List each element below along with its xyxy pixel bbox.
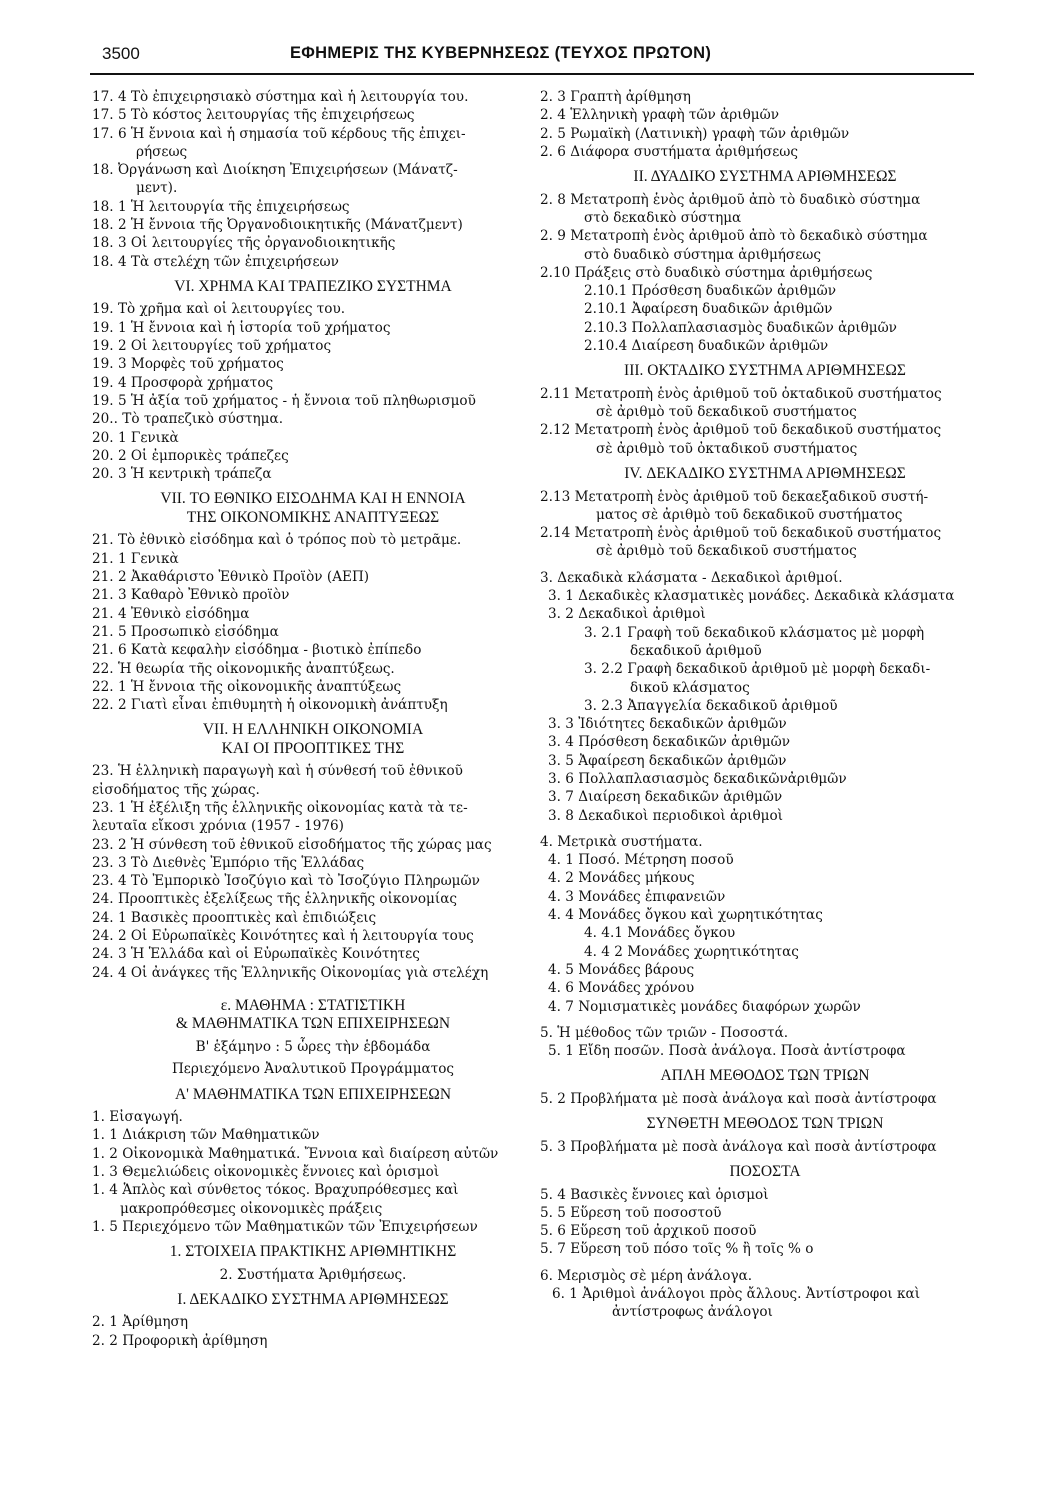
page-number: 3500 [102,44,140,63]
left-column [92,88,534,1350]
list-item: 4. 5 Μονάδες βάρους [548,961,695,978]
section-heading: ΙV. ΔΕΚΑΔΙΚΟ ΣΥΣΤΗΜΑ ΑΡΙΘΜΗΣΕΩΣ [624,465,906,483]
list-item: 3. 2 Δεκαδικοὶ ἀριθμοὶ [548,606,706,623]
section-heading: ΙΙ. ΔΥΑΔΙΚΟ ΣΥΣΤΗΜΑ ΑΡΙΘΜΗΣΕΩΣ [633,168,897,186]
right-column [540,88,990,1322]
list-item: 19. 1 Ἡ ἔννοια καὶ ἡ ἱστορία τοῦ χρήματος [92,319,391,336]
list-item: 22. 1 Ἡ ἔννοια τῆς οἰκονομικῆς ἀναπτύξεως [92,678,402,695]
list-item: 4. 3 Μονάδες ἐπιφανειῶν [548,888,726,905]
list-item: 3. 2.3 Ἀπαγγελία δεκαδικοῦ ἀριθμοῦ [584,697,838,714]
section-heading: VII. ΤΟ ΕΘΝΙΚΟ ΕΙΣΟΔΗΜΑ ΚΑΙ Η ΕΝΝΟΙΑ [160,490,466,508]
list-item-continuation: στὸ δεκαδικὸ σύστημα [584,209,742,226]
list-item: 21. 1 Γενικὰ [92,550,179,567]
list-item-continuation: σὲ ἀριθμὸ τοῦ δεκαδικοῦ συστήματος [596,404,857,421]
list-item: 2.13 Μετατροπὴ ἑνὸς ἀριθμοῦ τοῦ δεκαεξαδικοῦ συστή- [540,488,929,505]
list-item: 17. 6 Ἡ ἔννοια καὶ ἡ σημασία τοῦ κέρδους τῆς ἐπιχει- [92,125,466,142]
section-heading: VI. ΧΡΗΜΑ ΚΑΙ ΤΡΑΠΕΖΙΚΟ ΣΥΣΤΗΜΑ [174,277,452,295]
list-item: 2.12 Μετατροπὴ ἑνὸς ἀριθμοῦ τοῦ δεκαδικοῦ συστήματος [540,422,942,439]
section-heading: ΤΗΣ ΟΙΚΟΝΟΜΙΚΗΣ ΑΝΑΠΤΥΞΕΩΣ [186,508,440,526]
list-item: 4. 1 Ποσό. Μέτρηση ποσοῦ [548,852,734,869]
list-item: 21. Τὸ ἐθνικὸ εἰσόδημα καὶ ὁ τρόπος ποὺ τὸ μετρᾶμε. [92,532,462,549]
list-item: 21. 3 Καθαρὸ Ἐθνικὸ προϊὸν [92,587,290,604]
list-item: 3. 8 Δεκαδικοὶ περιοδικοὶ ἀριθμοὶ [548,807,784,824]
list-item: 1. 2 Οἰκονομικὰ Μαθηματικά. Ἔννοια καὶ διαίρεση αὐτῶν [92,1145,499,1162]
list-item: 1. Εἰσαγωγή. [92,1109,183,1126]
gazette-header-title: ΕΦΗΜΕΡΙΣ ΤΗΣ ΚΥΒΕΡΝΗΣΕΩΣ (ΤΕΥΧΟΣ ΠΡΩΤΟΝ) [290,44,712,62]
list-item: 2. 5 Ρωμαϊκὴ (Λατινικὴ) γραφὴ τῶν ἀριθμῶν [540,125,850,142]
list-item: 19. 5 Ἡ ἀξία τοῦ χρήματος - ἡ ἔννοια τοῦ πληθωρισμοῦ [92,392,476,409]
semester-note: Β' ἑξάμηνο : 5 ὧρες τὴν ἑβδομάδα [195,1038,431,1055]
list-item: 21. 2 Ἀκαθάριστο Ἐθνικὸ Προϊὸν (ΑΕΠ) [92,569,370,586]
list-item: 19. 4 Προσφορὰ χρήματος [92,374,274,391]
list-item: 18. Ὀργάνωση καὶ Διοίκηση Ἐπιχειρήσεων (Μάνατζ- [92,162,458,179]
list-item: 18. 3 Οἱ λειτουργίες τῆς ὀργανοδιοικητικῆς [92,235,396,252]
list-item: 22. Ἡ θεωρία τῆς οἰκονομικῆς ἀναπτύξεως. [92,660,395,677]
course-title: ε. ΜΑΘΗΜΑ : ΣΤΑΤΙΣΤΙΚΗ [220,996,406,1014]
list-item: 4. Μετρικὰ συστήματα. [540,833,703,850]
list-item: 3. 2.2 Γραφὴ δεκαδικοῦ ἀριθμοῦ μὲ μορφὴ δεκαδι- [584,661,931,678]
list-item: 23. 3 Τὸ Διεθνὲς Ἐμπόριο τῆς Ἑλλάδας [92,854,365,871]
list-item: 2. 1 Ἀρίθμηση [92,1314,188,1331]
list-item-continuation: δεκαδικοῦ ἀριθμοῦ [630,642,762,659]
list-item: 2. 8 Μετατροπὴ ἑνὸς ἀριθμοῦ ἀπὸ τὸ δυαδικὸ σύστημα [540,191,921,208]
section-heading: ΚΑΙ ΟΙ ΠΡΟΟΠΤΙΚΕΣ ΤΗΣ [221,739,405,757]
list-item: 4. 2 Μονάδες μήκους [548,870,695,887]
list-item: 4. 6 Μονάδες χρόνου [548,980,695,997]
list-item: 4. 4 Μονάδες ὄγκου καὶ χωρητικότητας [548,907,823,924]
list-item: 22. 2 Γιατὶ εἶναι ἐπιθυμητὴ ἡ οἰκονομικὴ ἀνάπτυξη [92,697,448,714]
list-item: 2. 9 Μετατροπὴ ἑνὸς ἀριθμοῦ ἀπὸ τὸ δεκαδικὸ σύστημα [540,228,928,245]
list-item: 3. 5 Ἀφαίρεση δεκαδικῶν ἀριθμῶν [548,752,787,769]
program-note: Περιεχόμενο Ἀναλυτικοῦ Προγράμματος [171,1061,455,1078]
list-item: 6. 1 Ἀριθμοὶ ἀνάλογοι πρὸς ἄλλους. Ἀντίστροφοι καὶ [552,1286,921,1303]
list-item-continuation: ἀντίστροφως ἀνάλογοι [612,1304,773,1321]
list-item: 3. 6 Πολλαπλασιασμὸς δεκαδικῶνἀριθμῶν [548,771,847,787]
subsection-title: 2. Συστήματα Ἀριθμήσεως. [219,1266,407,1283]
list-item: 17. 4 Τὸ ἐπιχειρησιακὸ σύστημα καὶ ἡ λειτουργία του. [92,89,469,105]
list-item: 23. 1 Ἡ ἐξέλιξη τῆς ἑλληνικῆς οἰκονομίας κατὰ τὰ τε- [92,800,468,816]
section-heading: 1. ΣΤΟΙΧΕΙΑ ΠΡΑΚΤΙΚΗΣ ΑΡΙΘΜΗΤΙΚΗΣ [169,1243,457,1261]
list-item: 1. 5 Περιεχόμενο τῶν Μαθηματικῶν τῶν Ἐπιχειρήσεων [92,1218,478,1235]
list-item: 20. 3 Ἡ κεντρικὴ τράπεζα [92,466,272,483]
list-item-continuation: εἰσοδήματος τῆς χώρας. [92,781,260,798]
list-item: 2.10.4 Διαίρεση δυαδικῶν ἀριθμῶν [584,338,829,355]
list-item: 2. 4 Ἑλληνικὴ γραφὴ τῶν ἀριθμῶν [540,107,779,124]
list-item: 18. 4 Τὰ στελέχη τῶν ἐπιχειρήσεων [92,253,339,270]
list-item: 2.11 Μετατροπὴ ἑνὸς ἀριθμοῦ τοῦ ὀκταδικοῦ συστήματος [540,385,942,402]
list-item: 5. 5 Εὕρεση τοῦ ποσοστοῦ [540,1204,722,1221]
list-item: 1. 3 Θεμελιώδεις οἰκονομικὲς ἔννοιες καὶ ὁρισμοὶ [92,1163,440,1180]
list-item-continuation: μακροπρόθεσμες οἰκονομικὲς πράξεις [120,1200,383,1217]
list-item: 3. 7 Διαίρεση δεκαδικῶν ἀριθμῶν [548,789,783,806]
list-item: 2.14 Μετατροπὴ ἑνὸς ἀριθμοῦ τοῦ δεκαδικοῦ συστήματος [540,525,942,542]
list-item: 21. 5 Προσωπικὸ εἰσόδημα [92,623,279,640]
list-item: 6. Μερισμὸς σὲ μέρη ἀνάλογα. [540,1267,753,1284]
list-item: 18. 1 Ἡ λειτουργία τῆς ἐπιχειρήσεως [92,198,350,215]
list-item-continuation: στὸ δυαδικὸ σύστημα ἀριθμήσεως [584,246,821,263]
list-item-continuation: ρήσεως [136,143,188,160]
list-item: 23. 4 Τὸ Ἐμπορικὸ Ἰσοζύγιο καὶ τὸ Ἰσοζύγιο Πληρωμῶν [92,873,480,890]
list-item: 1. 1 Διάκριση τῶν Μαθηματικῶν [92,1127,320,1144]
list-item: 21. 6 Κατὰ κεφαλὴν εἰσόδημα - βιοτικὸ ἐπίπεδο [92,642,422,659]
section-heading: ΑΠΛΗ ΜΕΘΟΔΟΣ ΤΩΝ ΤΡΙΩΝ [660,1067,870,1085]
list-item: 3. 2.1 Γραφὴ τοῦ δεκαδικοῦ κλάσματος μὲ μορφὴ [584,624,925,641]
list-item: 2.10.3 Πολλαπλασιασμὸς δυαδικῶν ἀριθμῶν [584,319,897,336]
list-item: 2.10.1 Πρόσθεση δυαδικῶν ἀριθμῶν [584,283,837,300]
list-item: 2.10 Πράξεις στὸ δυαδικὸ σύστημα ἀριθμήσεως [540,264,873,281]
header-rule [90,73,974,75]
list-item: 5. Ἡ μέθοδος τῶν τριῶν - Ποσοστά. [540,1024,789,1041]
list-item: 21. 4 Ἐθνικὸ εἰσόδημα [92,605,250,622]
list-item: 3. 1 Δεκαδικὲς κλασματικὲς μονάδες. Δεκαδικὰ κλάσματα [548,588,955,605]
list-item: 19. 3 Μορφὲς τοῦ χρήματος [92,356,284,373]
section-heading: ΠΟΣΟΣΤΑ [729,1163,801,1181]
list-item: 17. 5 Τὸ κόστος λειτουργίας τῆς ἐπιχειρήσεως [92,107,415,124]
section-heading: ΣΥΝΘΕΤΗ ΜΕΘΟΔΟΣ ΤΩΝ ΤΡΙΩΝ [646,1115,884,1133]
list-item: 24. 4 Οἱ ἀνάγκες τῆς Ἑλληνικῆς Οἰκονομίας γιὰ στελέχη [92,964,489,981]
list-item: 19. 2 Οἱ λειτουργίες τοῦ χρήματος [92,338,332,355]
list-item: 2. 2 Προφορικὴ ἀρίθμηση [92,1332,268,1349]
list-item: 3. Δεκαδικὰ κλάσματα - Δεκαδικοὶ ἀριθμοί. [540,569,843,586]
list-item: 24. 1 Βασικὲς προοπτικὲς καὶ ἐπιδιώξεις [92,909,377,926]
list-item: 3. 4 Πρόσθεση δεκαδικῶν ἀριθμῶν [548,734,790,751]
list-item: 5. 6 Εὕρεση τοῦ ἀρχικοῦ ποσοῦ [540,1223,757,1240]
list-item: 5. 2 Προβλήματα μὲ ποσὰ ἀνάλογα καὶ ποσὰ ἀντίστροφα [540,1090,937,1107]
list-item: 24. 3 Ἡ Ἑλλάδα καὶ οἱ Εὐρωπαϊκὲς Κοινότητες [92,946,420,963]
list-item: 5. 3 Προβλήματα μὲ ποσὰ ἀνάλογα καὶ ποσὰ ἀντίστροφα [540,1138,937,1155]
list-item: 4. 4 2 Μονάδες χωρητικότητας [584,943,799,960]
list-item: 4. 4.1 Μονάδες ὄγκου [584,925,736,942]
list-item: 23. 2 Ἡ σύνθεση τοῦ ἐθνικοῦ εἰσοδήματος τῆς χώρας μας [92,836,492,853]
list-item-continuation: σὲ ἀριθμὸ τοῦ δεκαδικοῦ συστήματος [596,543,857,560]
list-item-continuation: σὲ ἀριθμὸ τοῦ ὀκταδικοῦ συστήματος [596,440,858,457]
section-heading: VII. Η ΕΛΛΗΝΙΚΗ ΟΙΚΟΝΟΜΙΑ [202,721,424,739]
list-item: 1. 4 Ἁπλὸς καὶ σύνθετος τόκος. Βραχυπρόθεσμες καὶ [92,1182,459,1199]
list-item: 5. 4 Βασικὲς ἔννοιες καὶ ὁρισμοὶ [540,1186,769,1203]
list-item: 20. 1 Γενικὰ [92,429,179,446]
list-item: 24. 2 Οἱ Εὐρωπαϊκὲς Κοινότητες καὶ ἡ λειτουργία τους [92,928,474,945]
list-item: 19. Τὸ χρῆμα καὶ οἱ λειτουργίες του. [92,301,346,318]
list-item-continuation: μεντ). [136,180,178,197]
list-item-continuation: λευταῖα εἴκοσι χρόνια (1957 - 1976) [92,818,344,835]
list-item: 4. 7 Νομισματικὲς μονάδες διαφόρων χωρῶν [548,998,861,1015]
list-item: 2. 6 Διάφορα συστήματα ἀριθμήσεως [540,143,798,160]
list-item-continuation: ματος σὲ ἀριθμὸ τοῦ δεκαδικοῦ συστήματος [596,506,903,523]
list-item: 5. 7 Εὕρεση τοῦ πόσο τοῖς % ἢ τοῖς % ο [540,1241,814,1258]
list-item: 2.10.1 Ἀφαίρεση δυαδικῶν ἀριθμῶν [584,301,833,318]
list-item-continuation: δικοῦ κλάσματος [630,679,750,696]
list-item: 20.. Τὸ τραπεζικὸ σύστημα. [92,411,284,428]
list-item: 2. 3 Γραπτὴ ἀρίθμηση [540,89,691,105]
section-heading: Α' ΜΑΘΗΜΑΤΙΚΑ ΤΩΝ ΕΠΙΧΕΙΡΗΣΕΩΝ [174,1085,452,1103]
section-heading: Ι. ΔΕΚΑΔΙΚΟ ΣΥΣΤΗΜΑ ΑΡΙΘΜΗΣΕΩΣ [177,1290,449,1308]
list-item: 23. Ἡ ἑλληνικὴ παραγωγὴ καὶ ἡ σύνθεσή τοῦ ἐθνικοῦ [92,763,463,780]
course-title: & ΜΑΘΗΜΑΤΙΚΑ ΤΩΝ ΕΠΙΧΕΙΡΗΣΕΩΝ [175,1015,451,1033]
list-item: 24. Προοπτικὲς ἐξελίξεως τῆς ἑλληνικῆς οἰκονομίας [92,891,458,908]
list-item: 20. 2 Οἱ ἐμπορικὲς τράπεζες [92,447,289,464]
section-heading: ΙΙΙ. ΟΚΤΑΔΙΚΟ ΣΥΣΤΗΜΑ ΑΡΙΘΜΗΣΕΩΣ [624,362,906,380]
list-item: 5. 1 Εἴδη ποσῶν. Ποσὰ ἀνάλογα. Ποσὰ ἀντίστροφα [548,1043,906,1060]
list-item: 3. 3 Ἰδιότητες δεκαδικῶν ἀριθμῶν [548,716,787,733]
list-item: 18. 2 Ἡ ἔννοια τῆς Ὀργανοδιοικητικῆς (Μάνατζμεντ) [92,217,463,234]
